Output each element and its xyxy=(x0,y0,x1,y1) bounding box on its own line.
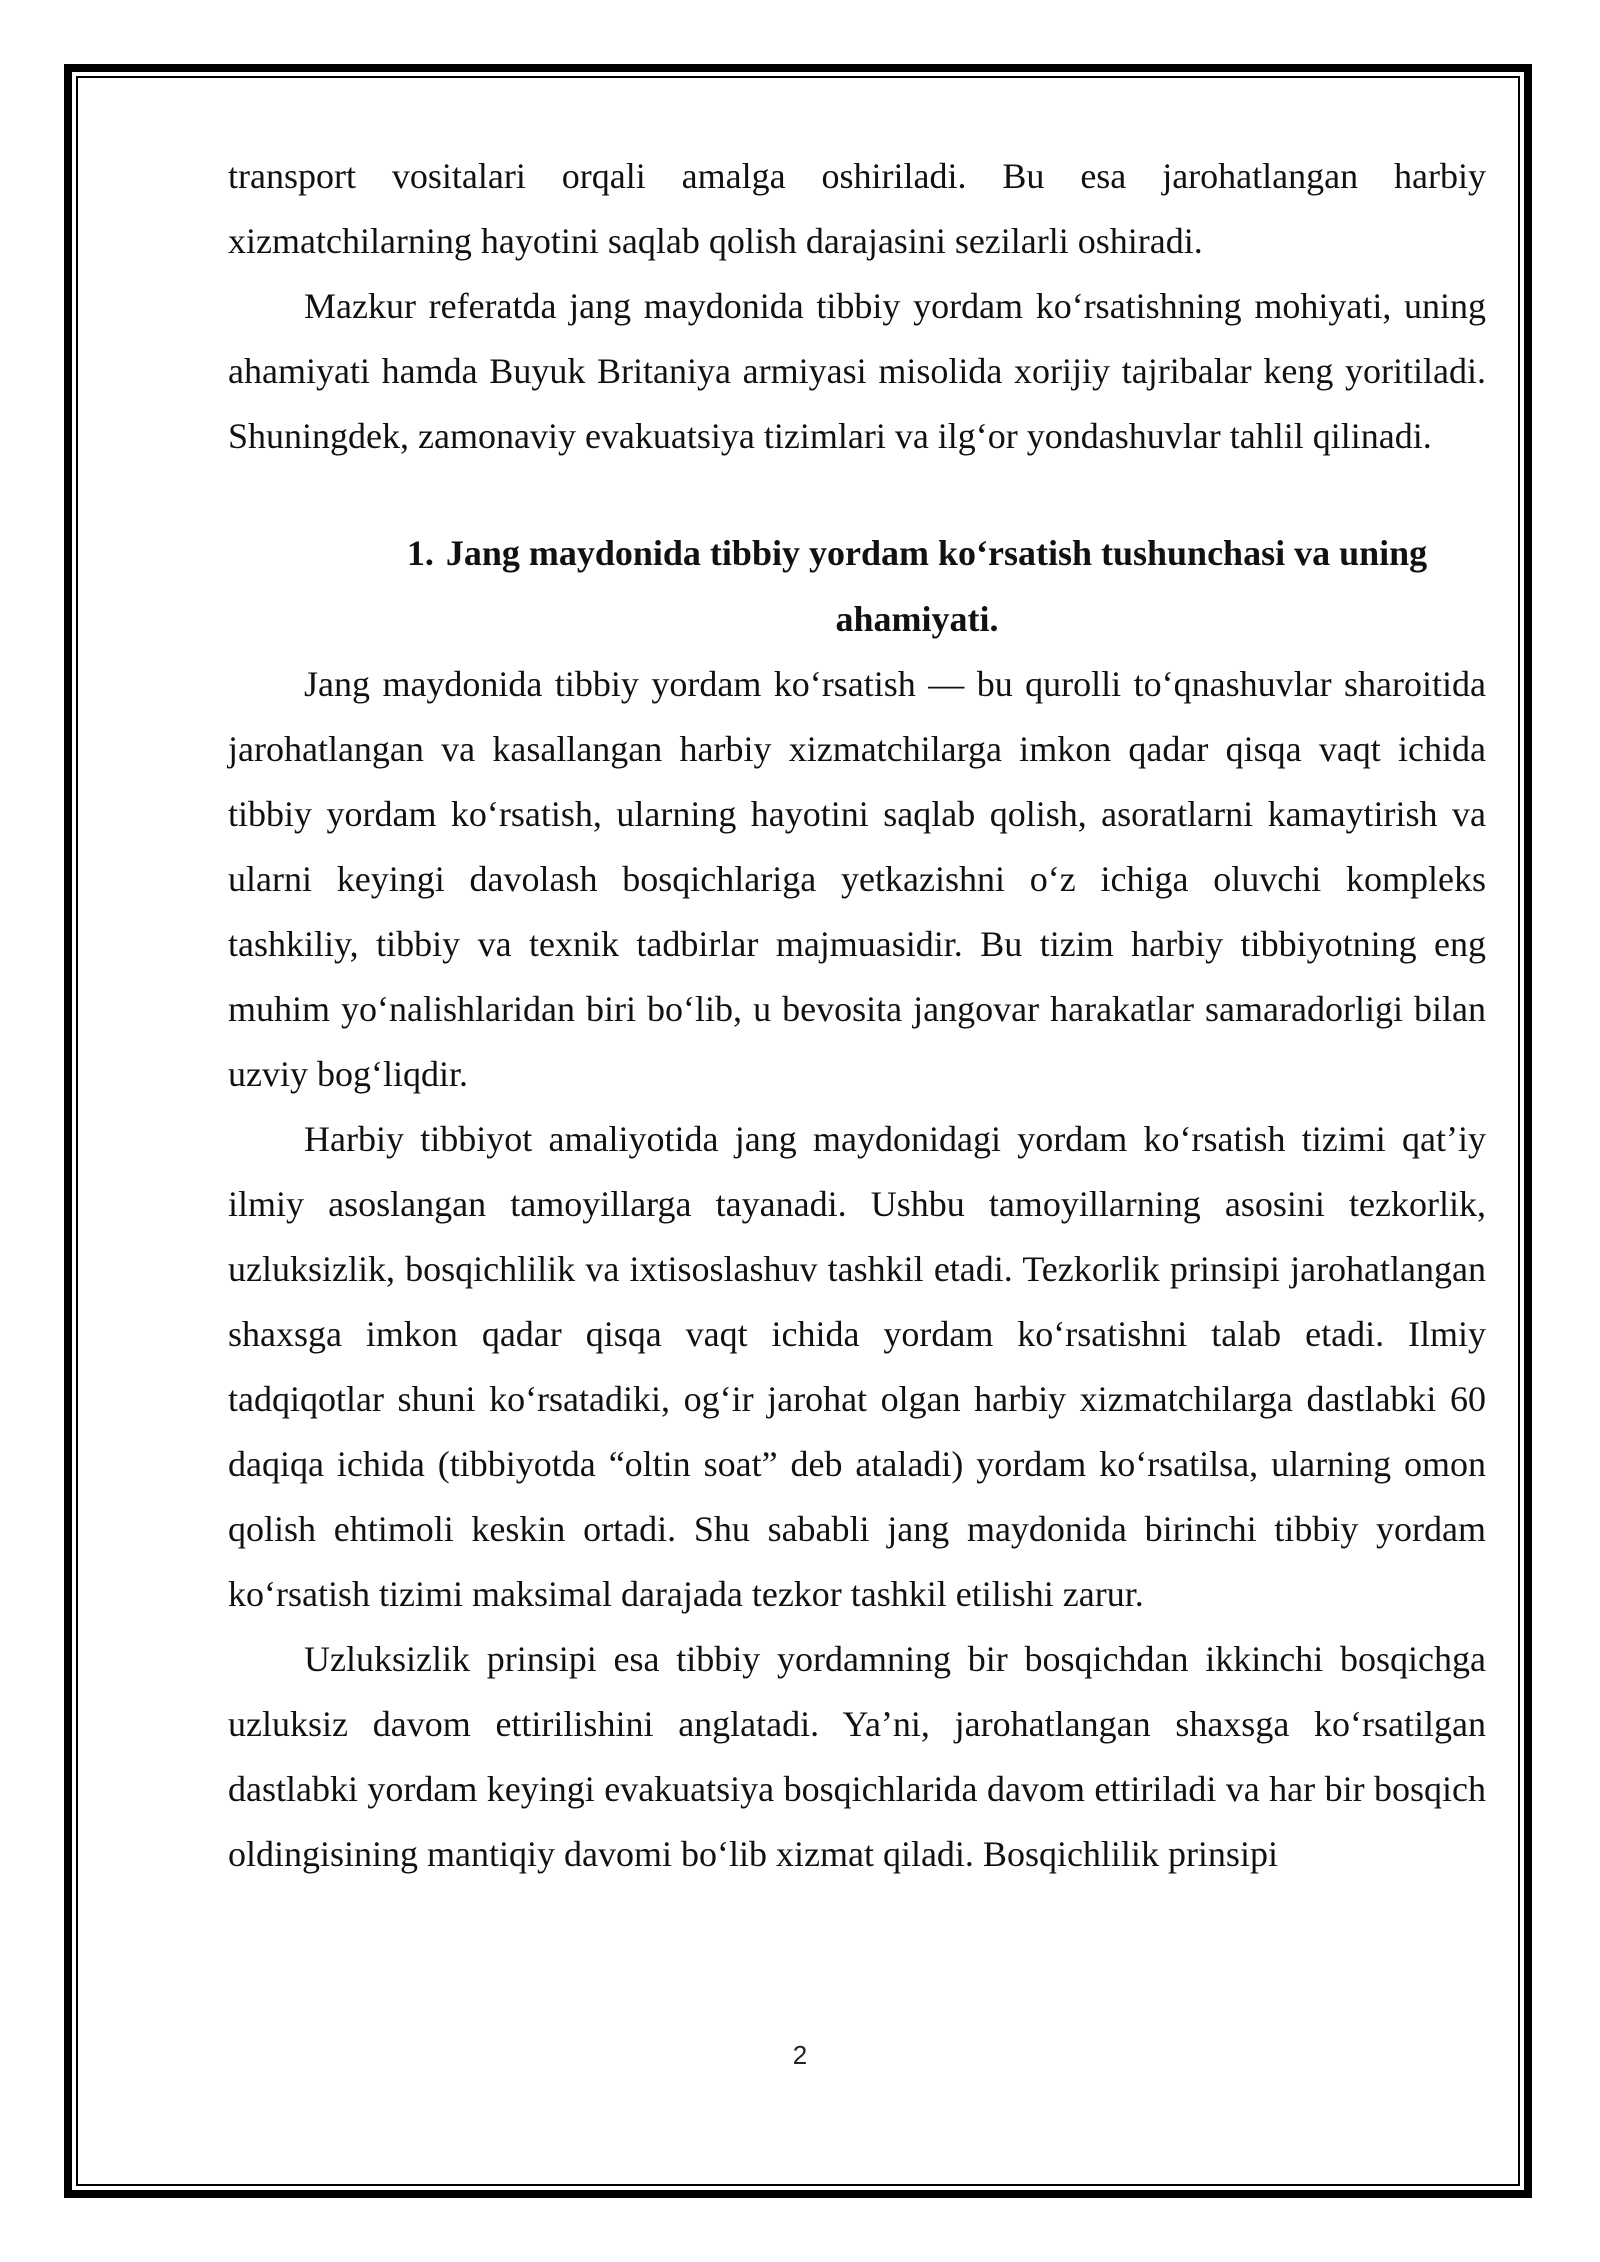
paragraph-intro-summary: Mazkur referatda jang maydonida tibbiy yordam koʻrsatishning mohiyati, uning ahamiyati hamda Buyuk Britaniya armiyasi misolida xorijiy tajribalar keng yoritiladi. Shuningdek, zamonaviy evakuatsiya tizimlari va ilgʻor yondashuvlar tahlil qilinadi. xyxy=(228,286,1486,456)
paragraph-continuation: transport vositalari orqali amalga oshiriladi. Bu esa jarohatlangan harbiy xizmatchilarning hayotini saqlab qolish darajasini sezilarli oshiradi. xyxy=(228,156,1486,261)
section-title: Jang maydonida tibbiy yordam koʻrsatish tushunchasi va uning ahamiyati. xyxy=(445,533,1428,639)
section-heading xyxy=(228,520,1486,652)
document-body xyxy=(228,144,1486,1887)
paragraph-principles: Harbiy tibbiyot amaliyotida jang maydonidagi yordam koʻrsatish tizimi qatʼiy ilmiy asoslangan tamoyillarga tayanadi. Ushbu tamoyillarning asosini tezkorlik, uzluksizlik, bosqichlilik va ixtisoslashuv tashkil etadi. Tezkorlik prinsipi jarohatlangan shaxsga imkon qadar qisqa vaqt ichida yordam koʻrsatishni talab etadi. Ilmiy tadqiqotlar shuni koʻrsatadiki, ogʻir jarohat olgan harbiy xizmatchilarga dastlabki 60 daqiqa ichida (tibbiyotda “oltin soat” deb ataladi) yordam koʻrsatilsa, ularning omon qolish ehtimoli keskin ortadi. Shu sababli jang maydonida birinchi tibbiy yordam koʻrsatish tizimi maksimal darajada tezkor tashkil etilishi zarur. xyxy=(228,1119,1486,1614)
page-number: 2 xyxy=(792,2040,808,2070)
paragraph-definition: Jang maydonida tibbiy yordam koʻrsatish — bu qurolli toʻqnashuvlar sharoitida jarohatlangan va kasallangan harbiy xizmatchilarga imkon qadar qisqa vaqt ichida tibbiy yordam koʻrsatish, ularning hayotini saqlab qolish, asoratlarni kamaytirish va ularni keyingi davolash bosqichlariga yetkazishni oʻz ichiga oluvchi kompleks tashkiliy, tibbiy va texnik tadbirlar majmuasidir. Bu tizim harbiy tibbiyotning eng muhim yoʻnalishlaridan biri boʻlib, u bevosita jangovar harakatlar samaradorligi bilan uzviy bogʻliqdir. xyxy=(228,664,1486,1094)
section-number: 1. xyxy=(406,533,434,573)
paragraph-continuity: Uzluksizlik prinsipi esa tibbiy yordamning bir bosqichdan ikkinchi bosqichga uzluksiz davom ettirilishini anglatadi. Yaʼni, jarohatlangan shaxsga koʻrsatilgan dastlabki yordam keyingi evakuatsiya bosqichlarida davom ettiriladi va har bir bosqich oldingisining mantiqiy davomi boʻlib xizmat qiladi. Bosqichlilik prinsipi xyxy=(228,1639,1486,1874)
